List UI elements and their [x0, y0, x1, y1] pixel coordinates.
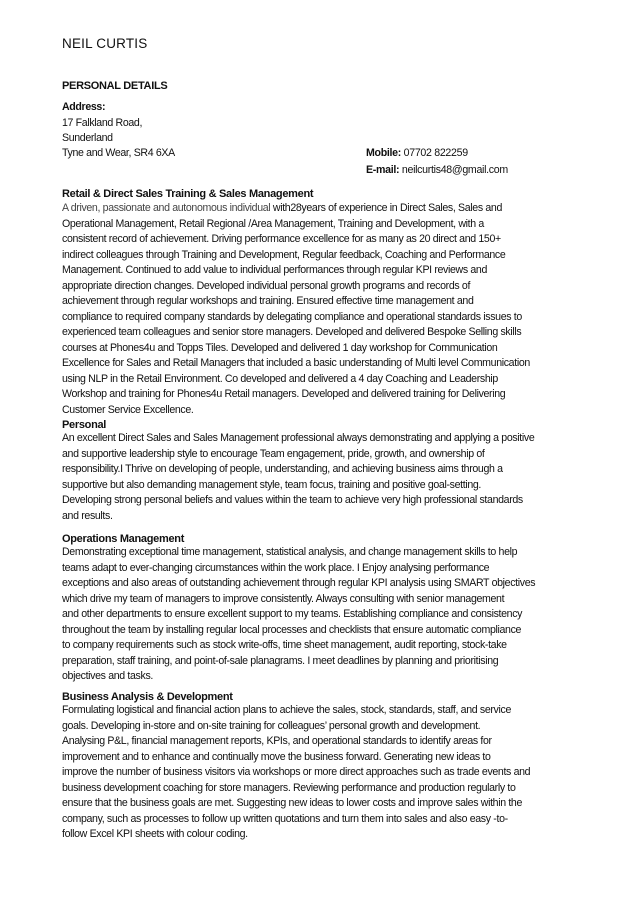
body-line: Analysing P&L, financial management reports, KPIs, and operational standards to identify areas for: [62, 735, 492, 747]
address-line-3: Tyne and Wear, SR4 6XA: [62, 147, 175, 159]
body-line: which drive my team of managers to improve consistently. Always consulting with senior management: [62, 592, 505, 605]
mobile-row: [366, 145, 468, 162]
email-value: neilcurtis48@gmail.com: [401, 164, 508, 176]
body-line: objectives and tasks.: [62, 670, 153, 682]
body-line: Customer Service Excellence.: [62, 403, 194, 416]
body-line: follow Excel KPI sheets with colour coding.: [62, 828, 248, 840]
body-line: business development coaching for store managers. Reviewing performance and production regularly to: [62, 781, 516, 794]
body-line: courses at Phones4u and Topps Tiles. Developed and delivered 1 day workshop for Communication: [62, 341, 498, 354]
section-personal-heading: Personal: [62, 419, 107, 431]
personal-details-heading: PERSONAL DETAILS: [62, 80, 168, 92]
body-line: with28years of experience in Direct Sales, Sales and: [270, 202, 503, 214]
section-business-body: [62, 703, 582, 843]
body-line: indirect colleagues through Training and Development, Regular feedback, Coaching and Performance: [62, 248, 506, 261]
body-line: and supportive leadership style to encourage Team engagement, pride, growth, and ownership of: [62, 447, 485, 460]
body-line: experienced team colleagues and senior store managers. Developed and delivered Bespoke Selling skills: [62, 326, 522, 338]
body-line: ensure that the business goals are met. Suggesting new ideas to lower costs and improve sales within the: [62, 797, 523, 809]
body-line: to company requirements such as stock write-offs, time sheet management, audit reporting, stock-take: [62, 639, 507, 651]
body-line: company, such as processes to follow up written quotations and turn them into sales and also easy -to-: [62, 812, 508, 825]
body-line: throughout the team by installing regular local processes and checklists that ensure automatic compliance: [62, 623, 522, 636]
body-line: Demonstrating exceptional time management, statistical analysis, and change management skills to help: [62, 546, 518, 558]
body-line: goals. Developing in-store and on-site training for colleagues’ personal growth and development.: [62, 719, 481, 732]
section-operations-body: [62, 545, 582, 685]
body-line: and results.: [62, 509, 113, 522]
body-line: Operational Management, Retail Regional /Area Management, Training and Development, with a: [62, 217, 484, 230]
section-retail-heading: Retail & Direct Sales Training & Sales Management: [62, 188, 314, 200]
address-line-1: 17 Falkland Road,: [62, 117, 143, 129]
body-line: Management. Continued to add value to individual performances through regular KPI reviews and: [62, 264, 488, 276]
body-line: improve the number of business visitors via workshops or more direct approaches such as trade events and: [62, 766, 531, 778]
body-line: exceptions and also areas of outstanding achievement through regular KPI analysis using SMART objectives: [62, 577, 536, 589]
body-line: achievement through regular workshops and training. Ensured effective time management and: [62, 295, 474, 307]
section-business-heading: Business Analysis & Development: [62, 691, 233, 703]
body-line: consistent record of achievement. Driving performance excellence for as many as 20 direct and 150+: [62, 233, 501, 245]
body-line: Excellence for Sales and Retail Managers that included a basic understanding of Multi level Communication: [62, 357, 530, 369]
address-line-2: Sunderland: [62, 132, 113, 144]
body-line: An excellent Direct Sales and Sales Management professional always demonstrating and applying a positive: [62, 432, 535, 444]
body-line: using NLP in the Retail Environment. Co developed and delivered a 4 day Coaching and Leadership: [62, 372, 498, 385]
body-line: Workshop and training for Phones4u Retail managers. Developed and delivered training for Delivering: [62, 388, 506, 400]
body-line: supportive but also demanding management style, team focus, training and positive goal-setting.: [62, 478, 482, 491]
email-row: [366, 162, 508, 179]
body-line: improvement and to enhance and continually move the business forward. Generating new ideas to: [62, 750, 491, 763]
body-line: responsibility.I Thrive on developing of people, understanding, and achieving business aims through a: [62, 463, 503, 475]
body-line: teams adapt to ever-changing circumstances within the work place. I Enjoy analysing performance: [62, 561, 490, 574]
body-line: Developing strong personal beliefs and values within the team to achieve very high professional standards: [62, 494, 523, 506]
email-label: E-mail:: [366, 164, 400, 176]
body-line: Formulating logistical and financial action plans to achieve the sales, stock, standards, staff, and service: [62, 704, 511, 716]
section-retail-intro: A driven, passionate and autonomous individual: [62, 202, 271, 214]
body-line: appropriate direction changes. Developed individual personal growth programs and records of: [62, 279, 471, 292]
mobile-value: 07702 822259: [403, 147, 468, 159]
mobile-label: Mobile:: [366, 147, 401, 159]
body-line: compliance to required company standards by delegating compliance and operational standards issues to: [62, 310, 522, 323]
body-line: and other departments to ensure excellent support to my teams. Establishing compliance and consistency: [62, 608, 523, 620]
body-line: preparation, staff training, and point-of-sale planagrams. I meet deadlines by planning and prioritising: [62, 654, 499, 667]
section-retail-body: [62, 201, 582, 418]
section-operations-heading: Operations Management: [62, 533, 185, 545]
address-label: Address:: [62, 101, 106, 113]
section-personal-body: [62, 431, 582, 524]
candidate-name: NEIL CURTIS: [62, 36, 148, 51]
